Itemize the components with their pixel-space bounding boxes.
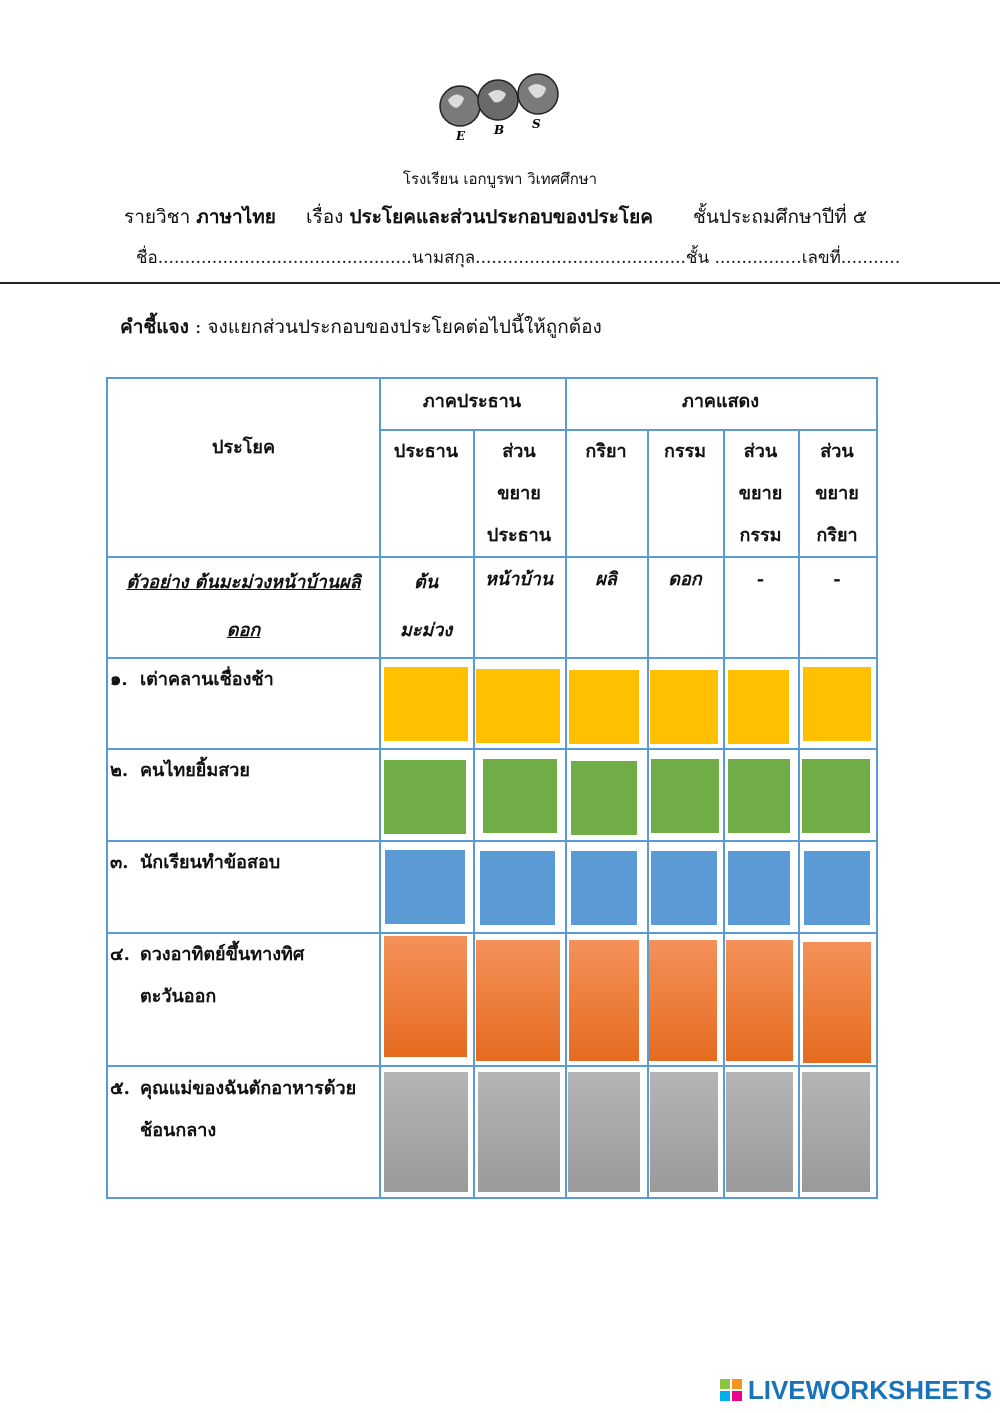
answer-box-r2-object-modifier[interactable] (728, 759, 790, 833)
instruction-label: คำชี้แจง (120, 316, 189, 338)
answer-box-r1-subject[interactable] (384, 667, 468, 741)
sentence-analysis-table (106, 377, 878, 1199)
answer-box-r5-verb-modifier[interactable] (802, 1072, 870, 1192)
liveworksheets-wordmark: LIVEWORKSHEETS (747, 1374, 992, 1405)
col-divider (565, 379, 567, 1197)
answer-box-r5-subject-modifier[interactable] (478, 1072, 560, 1192)
answer-box-r2-verb-modifier[interactable] (802, 759, 870, 833)
col-header-verb-modifier: ส่วน ขยาย กริยา (815, 441, 859, 546)
answer-box-r5-object[interactable] (650, 1072, 718, 1192)
instruction-text: : จงแยกส่วนประกอบของประโยคต่อไปนี้ให้ถูกต้อง (188, 316, 602, 338)
row-4-num: ๔. (110, 944, 130, 965)
logo-letter-s: S (532, 117, 541, 131)
answer-box-r1-subject-modifier[interactable] (476, 669, 560, 743)
answer-box-r2-subject[interactable] (384, 760, 466, 834)
grade-text: ชั้นประถมศึกษาปีที่ ๕ (693, 206, 868, 228)
answer-box-r4-verb[interactable] (569, 940, 639, 1061)
answer-box-r4-object-modifier[interactable] (726, 940, 793, 1061)
answer-box-r3-subject[interactable] (385, 850, 465, 924)
row-4-sentence: ดวงอาทิตย์ขึ้นทางทิศ ตะวันออก (140, 944, 305, 1007)
col-header-subject-modifier: ส่วน ขยาย ประธาน (486, 441, 552, 546)
answer-box-r3-subject-modifier[interactable] (480, 851, 555, 925)
topic-line (306, 202, 653, 232)
col-divider (647, 429, 649, 1197)
answer-box-r5-subject[interactable] (384, 1072, 468, 1192)
answer-box-r3-object-modifier[interactable] (728, 851, 790, 925)
predicate-group-header: ภาคแสดง (681, 391, 760, 412)
row-1-num: ๑. (110, 669, 128, 690)
answer-box-r4-verb-modifier[interactable] (803, 942, 871, 1063)
row-3-num: ๓. (110, 852, 129, 873)
answer-box-r1-verb-modifier[interactable] (803, 667, 871, 741)
header-divider (0, 282, 1000, 284)
answer-box-r1-object-modifier[interactable] (728, 670, 789, 744)
col-header-verb: กริยา (585, 441, 627, 462)
example-sentence: ตัวอย่าง ต้นมะม่วงหน้าบ้านผลิ ดอก (126, 572, 361, 641)
answer-box-r4-object[interactable] (649, 940, 717, 1061)
subject-label: รายวิชา (124, 206, 191, 228)
answer-box-r4-subject-modifier[interactable] (476, 940, 560, 1061)
answer-box-r4-subject[interactable] (384, 936, 467, 1057)
answer-box-r2-verb[interactable] (571, 761, 637, 835)
subject-line (124, 202, 276, 232)
example-verb: ผลิ (595, 569, 617, 590)
logo-letter-b: B (494, 123, 505, 137)
example-subject-modifier: หน้าบ้าน (484, 569, 554, 590)
school-name: โรงเรียน เอกบูรพา วิเทศศึกษา (402, 170, 598, 188)
answer-box-r1-object[interactable] (650, 670, 718, 744)
answer-box-r5-object-modifier[interactable] (726, 1072, 793, 1192)
answer-box-r3-object[interactable] (651, 851, 717, 925)
col-header-object-modifier: ส่วน ขยาย กรรม (738, 441, 783, 546)
col-divider (379, 379, 381, 1197)
topic-label: เรื่อง (306, 206, 344, 228)
row-1-sentence: เต่าคลานเชื่องช้า (140, 669, 274, 690)
row-3-sentence: นักเรียนทำข้อสอบ (140, 852, 281, 873)
col-header-object: กรรม (663, 441, 707, 462)
row-5-sentence: คุณแม่ของฉันตักอาหารด้วย ช้อนกลาง (140, 1078, 357, 1141)
example-object: ดอก (668, 569, 702, 590)
answer-box-r5-verb[interactable] (568, 1072, 640, 1192)
col-header-subject: ประธาน (393, 441, 459, 462)
sentence-header: ประโยค (211, 437, 276, 458)
topic-value: ประโยคและส่วนประกอบของประโยค (349, 206, 653, 228)
example-object-modifier: - (756, 569, 765, 590)
answer-box-r2-subject-modifier[interactable] (483, 759, 557, 833)
subject-value: ภาษาไทย (196, 206, 276, 228)
row-divider (108, 1065, 876, 1067)
answer-box-r3-verb-modifier[interactable] (804, 851, 870, 925)
row-5-num: ๕. (110, 1078, 130, 1099)
liveworksheets-brand[interactable] (720, 1375, 992, 1405)
liveworksheets-logo-icon (720, 1379, 742, 1401)
school-logo-globes (436, 72, 564, 142)
answer-box-r1-verb[interactable] (569, 670, 639, 744)
logo-letter-e: E (456, 129, 466, 142)
row-2-sentence: คนไทยยิ้มสวย (140, 760, 250, 781)
example-subject: ต้น มะม่วง (399, 572, 453, 641)
subject-group-header: ภาคประธาน (422, 391, 522, 412)
example-verb-modifier: - (833, 569, 841, 590)
answer-box-r3-verb[interactable] (571, 851, 637, 925)
answer-box-r2-object[interactable] (651, 759, 719, 833)
row-2-num: ๒. (110, 760, 129, 781)
student-name-line: ชื่อ...............................................นามสกุล.......................................ชั้น .............…เลขที่........... (136, 248, 901, 268)
instruction (120, 312, 602, 342)
